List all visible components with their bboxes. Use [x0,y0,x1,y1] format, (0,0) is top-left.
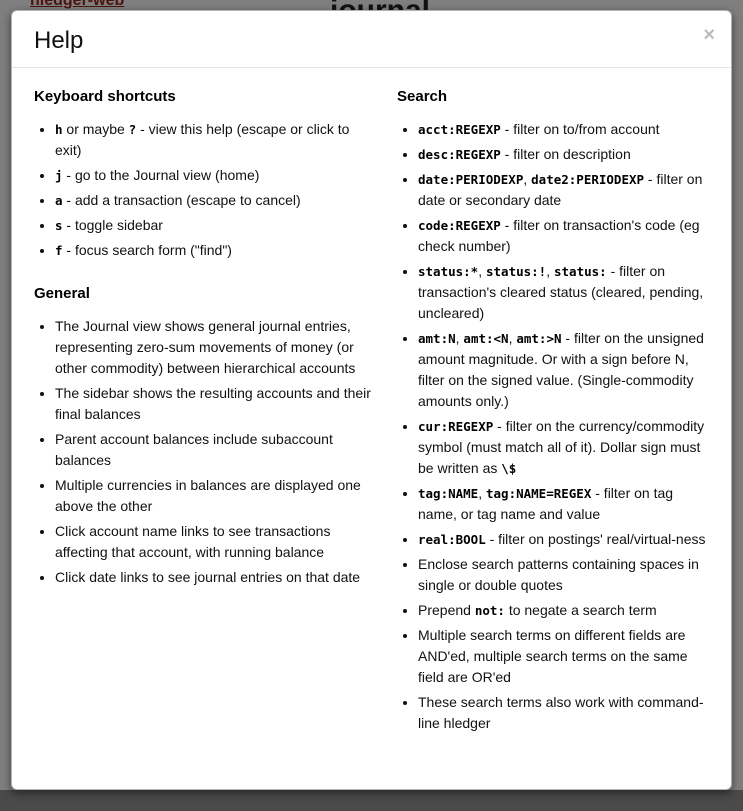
code-token: s [55,218,63,233]
code-token: tag:NAME [418,486,479,501]
code-token: j [55,168,63,183]
code-token: desc:REGEXP [418,147,501,162]
page-footer-strip [0,790,743,811]
modal-header [12,11,731,68]
list-item: • The sidebar shows the resulting accounts and their final balances [55,383,379,425]
code-token: tag:NAME=REGEX [486,486,592,501]
code-token: amt:<N [463,331,509,346]
code-token: amt:>N [516,331,562,346]
list-item: • status:*, status:!, status: - filter on transaction's cleared status (cleared, pending, uncleared) [418,261,711,324]
list-item: • These search terms also work with command-line hledger [418,692,711,734]
code-token: acct:REGEXP [418,122,501,137]
section-title-general: General [34,285,90,302]
code-token: date:PERIODEXP [418,172,524,187]
code-token: f [55,243,63,258]
list-item: • real:BOOL - filter on postings' real/virtual-ness [418,529,711,550]
list-item: • Multiple currencies in balances are displayed one above the other [55,475,379,517]
close-icon[interactable]: × [703,24,715,46]
modal-title: Help [34,27,84,54]
list-item: • The Journal view shows general journal entries, representing zero-sum movements of money (or other commodity) between hierarchical accounts [55,316,379,379]
general-list [34,316,379,588]
list-item: • code:REGEXP - filter on transaction's code (eg check number) [418,215,711,257]
modal-body [12,68,731,768]
list-item: • s - toggle sidebar [55,215,379,236]
list-item: • cur:REGEXP - filter on the currency/commodity symbol (must match all of it). Dollar sign must be written as \$ [418,416,711,479]
code-token: \$ [501,461,517,476]
list-item: • h or maybe ? - view this help (escape or click to exit) [55,119,379,161]
section-title-search: Search [397,88,448,105]
list-item: • Click date links to see journal entries on that date [55,567,379,588]
code-token: date2:PERIODEXP [531,172,645,187]
section-title-keyboard-shortcuts: Keyboard shortcuts [34,88,176,105]
list-item: • Parent account balances include subaccount balances [55,429,379,471]
left-column [34,88,379,758]
list-item: • acct:REGEXP - filter on to/from account [418,119,711,140]
list-item: • f - focus search form ("find") [55,240,379,261]
code-token: amt:N [418,331,456,346]
keyboard-shortcuts-list [34,119,379,261]
list-item: • date:PERIODEXP, date2:PERIODEXP - filter on date or secondary date [418,169,711,211]
code-token: not: [474,603,505,618]
right-column [397,88,711,758]
list-item: • j - go to the Journal view (home) [55,165,379,186]
list-item: • desc:REGEXP - filter on description [418,144,711,165]
code-token: status:! [486,264,547,279]
list-item: • amt:N, amt:<N, amt:>N - filter on the unsigned amount magnitude. Or with a sign before N, filter on the signed value. (Single-commodity amounts only.) [418,328,711,412]
list-item: • a - add a transaction (escape to cancel) [55,190,379,211]
code-token: status: [554,264,607,279]
help-modal [11,10,732,790]
code-token: ? [128,122,137,137]
code-token: h [55,122,63,137]
list-item: • Click account name links to see transactions affecting that account, with running balance [55,521,379,563]
code-token: a [55,193,63,208]
code-token: cur:REGEXP [418,419,494,434]
list-item: • Enclose search patterns containing spaces in single or double quotes [418,554,711,596]
code-token: real:BOOL [418,532,486,547]
search-list [397,119,711,734]
code-token: status:* [418,264,479,279]
list-item: • Multiple search terms on different fields are AND'ed, multiple search terms on the same field are OR'ed [418,625,711,688]
list-item: • tag:NAME, tag:NAME=REGEX - filter on tag name, or tag name and value [418,483,711,525]
list-item: • Prepend not: to negate a search term [418,600,711,621]
code-token: code:REGEXP [418,218,501,233]
